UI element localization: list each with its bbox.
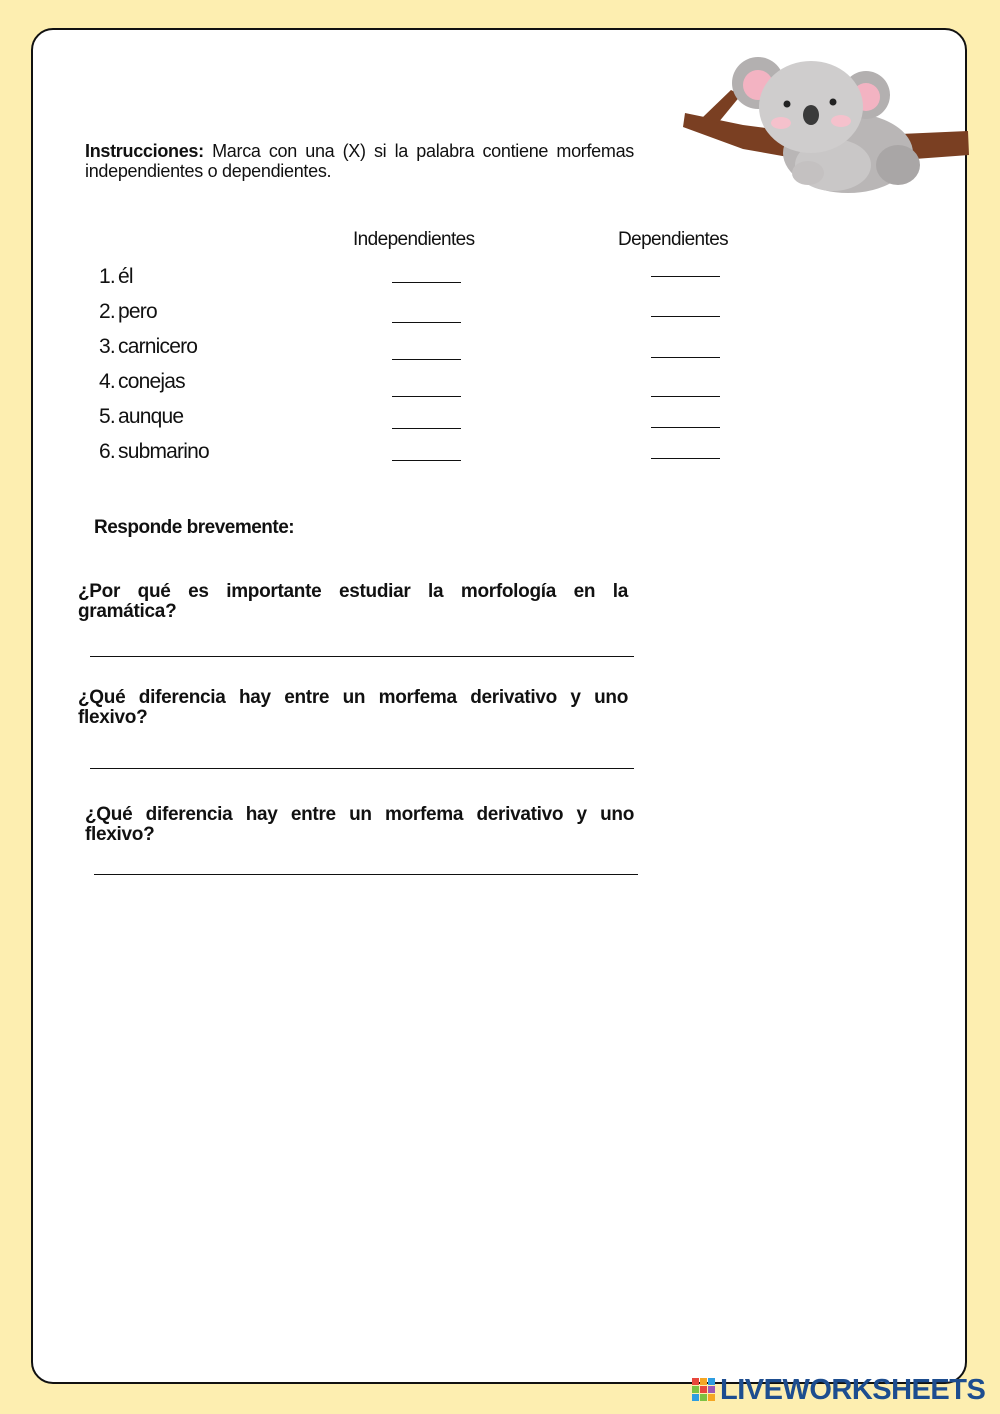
blank-dependent-2[interactable] bbox=[651, 316, 720, 317]
blank-dependent-6[interactable] bbox=[651, 458, 720, 459]
question-3: ¿Qué diferencia hay entre un morfema derivativo y uno flexivo? bbox=[85, 804, 634, 845]
column-header-independent: Independientes bbox=[353, 229, 475, 250]
koala-illustration bbox=[683, 55, 973, 200]
instructions-paragraph bbox=[85, 141, 634, 181]
blank-independent-6[interactable] bbox=[392, 460, 461, 461]
blank-independent-1[interactable] bbox=[392, 282, 461, 283]
list-item: 3. carnicero bbox=[99, 335, 198, 358]
column-header-dependent: Dependientes bbox=[618, 229, 729, 250]
blank-independent-5[interactable] bbox=[392, 428, 461, 429]
liveworksheets-logo bbox=[692, 1372, 992, 1408]
answer-line-1[interactable] bbox=[90, 656, 634, 657]
blank-dependent-5[interactable] bbox=[651, 427, 720, 428]
list-item: 6. submarino bbox=[99, 440, 209, 463]
logo-text: LIVEWORKSHEETS bbox=[720, 1374, 986, 1406]
list-item: 4. conejas bbox=[99, 370, 185, 393]
list-item: 1. él bbox=[99, 265, 133, 288]
list-item: 5. aunque bbox=[99, 405, 184, 428]
answer-line-3[interactable] bbox=[94, 874, 638, 875]
question-1: ¿Por qué es importante estudiar la morfología en la gramática? bbox=[78, 581, 628, 622]
blank-independent-3[interactable] bbox=[392, 359, 461, 360]
blank-dependent-1[interactable] bbox=[651, 276, 720, 277]
blank-dependent-4[interactable] bbox=[651, 396, 720, 397]
section-title: Responde brevemente: bbox=[94, 517, 295, 538]
blank-dependent-3[interactable] bbox=[651, 357, 720, 358]
logo-blocks-icon bbox=[692, 1378, 716, 1402]
answer-line-2[interactable] bbox=[90, 768, 634, 769]
instructions-label: Instrucciones: bbox=[85, 141, 204, 161]
blank-independent-4[interactable] bbox=[392, 396, 461, 397]
instructions-text: Marca con una (X) si la palabra contiene morfemas independientes o dependientes. bbox=[85, 141, 634, 181]
blank-independent-2[interactable] bbox=[392, 322, 461, 323]
question-2: ¿Qué diferencia hay entre un morfema derivativo y uno flexivo? bbox=[78, 687, 628, 728]
list-item: 2. pero bbox=[99, 300, 157, 323]
